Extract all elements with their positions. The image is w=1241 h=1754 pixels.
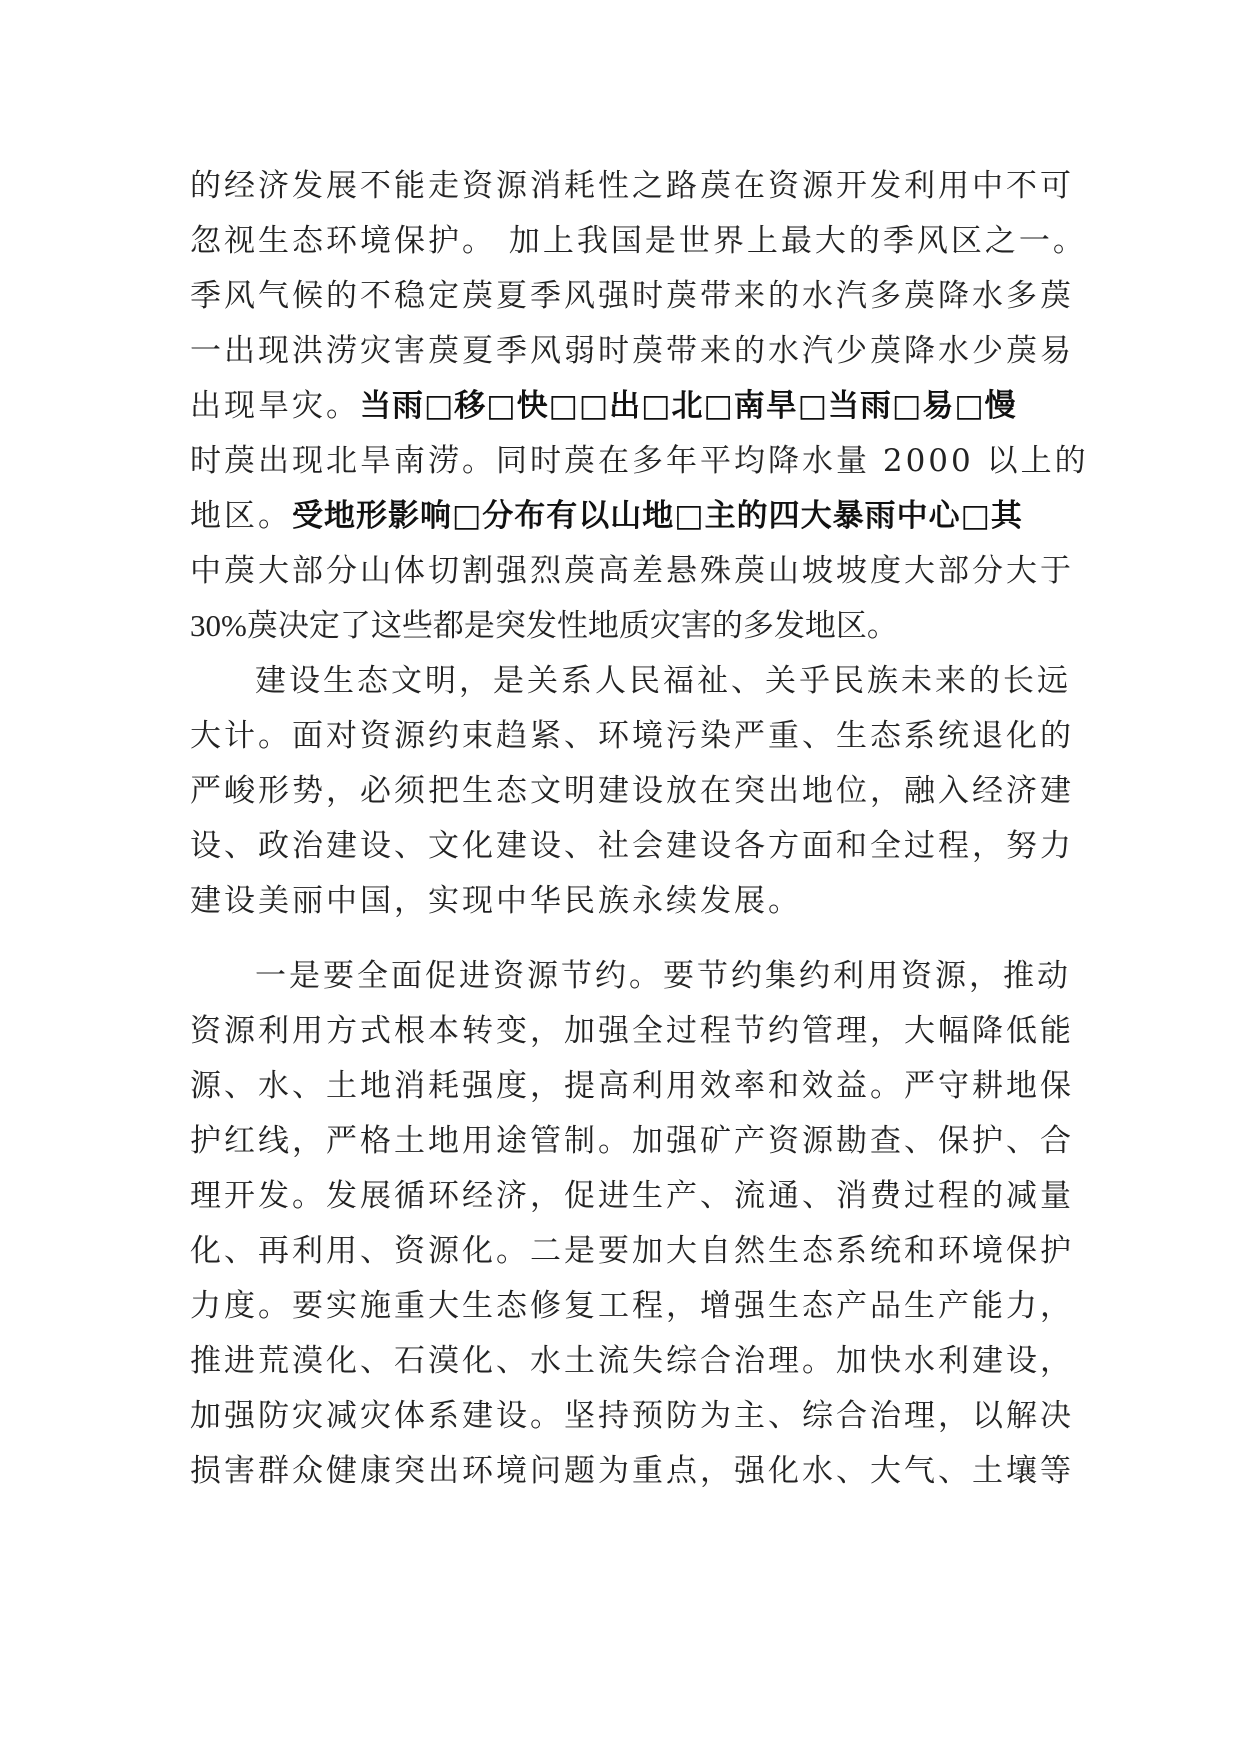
text-line-4: 一出现洪涝灾害䓞夏季风弱时䓞带来的水汽少䓞降水少䓞易 (190, 333, 1074, 369)
text-segment-bold: 当雨□移□快□□出□北□南旱□当雨□易□慢 (360, 388, 1017, 424)
paragraph-2-line-3: 严峻形势，必须把生态文明建设放在突出地位，融入经济建 (190, 773, 1074, 809)
text-line-7 (190, 488, 1060, 544)
paragraph-3-line-6: 化、再利用、资源化。二是要加大自然生态系统和环境保护 (190, 1233, 1074, 1269)
text-segment-bold: 受地形影响□分布有以山地□主的四大暴雨中心□其 (292, 498, 1023, 534)
text-line-5 (190, 378, 1060, 434)
paragraph-2-line-4: 设、政治建设、文化建设、社会建设各方面和全过程，努力 (190, 828, 1074, 864)
text-line-6: 时䓞出现北旱南涝。同时䓞在多年平均降水量 2000 以上的 (190, 443, 1089, 479)
text-line-2: 忽视生态环境保护。 加上我国是世界上最大的季风区之一。 (190, 223, 1087, 259)
text-line-3: 季风气候的不稳定䓞夏季风强时䓞带来的水汽多䓞降水多䓞 (190, 278, 1074, 314)
paragraph-3-line-8: 推进荒漠化、石漠化、水土流失综合治理。加快水利建设， (190, 1343, 1074, 1379)
paragraph-2-line-2: 大计。面对资源约束趋紧、环境污染严重、生态系统退化的 (190, 718, 1074, 754)
text-line-8: 中䓞大部分山体切割强烈䓞高差悬殊䓞山坡坡度大部分大于 (190, 553, 1074, 589)
paragraph-3-line-10: 损害群众健康突出环境问题为重点，强化水、大气、土壤等 (190, 1453, 1074, 1489)
paragraph-3-line-4: 护红线，严格土地用途管制。加强矿产资源勘查、保护、合 (190, 1123, 1074, 1159)
text-line-9: 30%䓞决定了这些都是突发性地质灾害的多发地区。 (190, 608, 898, 643)
paragraph-3-line-7: 力度。要实施重大生态修复工程，增强生态产品生产能力， (190, 1288, 1074, 1324)
paragraph-2-line-1: 建设生态文明，是关系人民福祉、关乎民族未来的长远 (255, 663, 1071, 699)
paragraph-2-line-5: 建设美丽中国，实现中华民族永续发展。 (190, 883, 802, 919)
paragraph-3-line-3: 源、水、土地消耗强度，提高利用效率和效益。严守耕地保 (190, 1068, 1074, 1104)
text-segment-regular: 地区。 (190, 498, 292, 534)
paragraph-3-line-1: 一是要全面促进资源节约。要节约集约利用资源，推动 (255, 958, 1071, 994)
text-segment-regular: 出现旱灾。 (190, 388, 360, 424)
text-line-1: 的经济发展不能走资源消耗性之路䓞在资源开发利用中不可 (190, 168, 1074, 204)
paragraph-3-line-9: 加强防灾减灾体系建设。坚持预防为主、综合治理，以解决 (190, 1398, 1074, 1434)
paragraph-3-line-5: 理开发。发展循环经济，促进生产、流通、消费过程的减量 (190, 1178, 1074, 1214)
paragraph-3-line-2: 资源利用方式根本转变，加强全过程节约管理，大幅降低能 (190, 1013, 1074, 1049)
